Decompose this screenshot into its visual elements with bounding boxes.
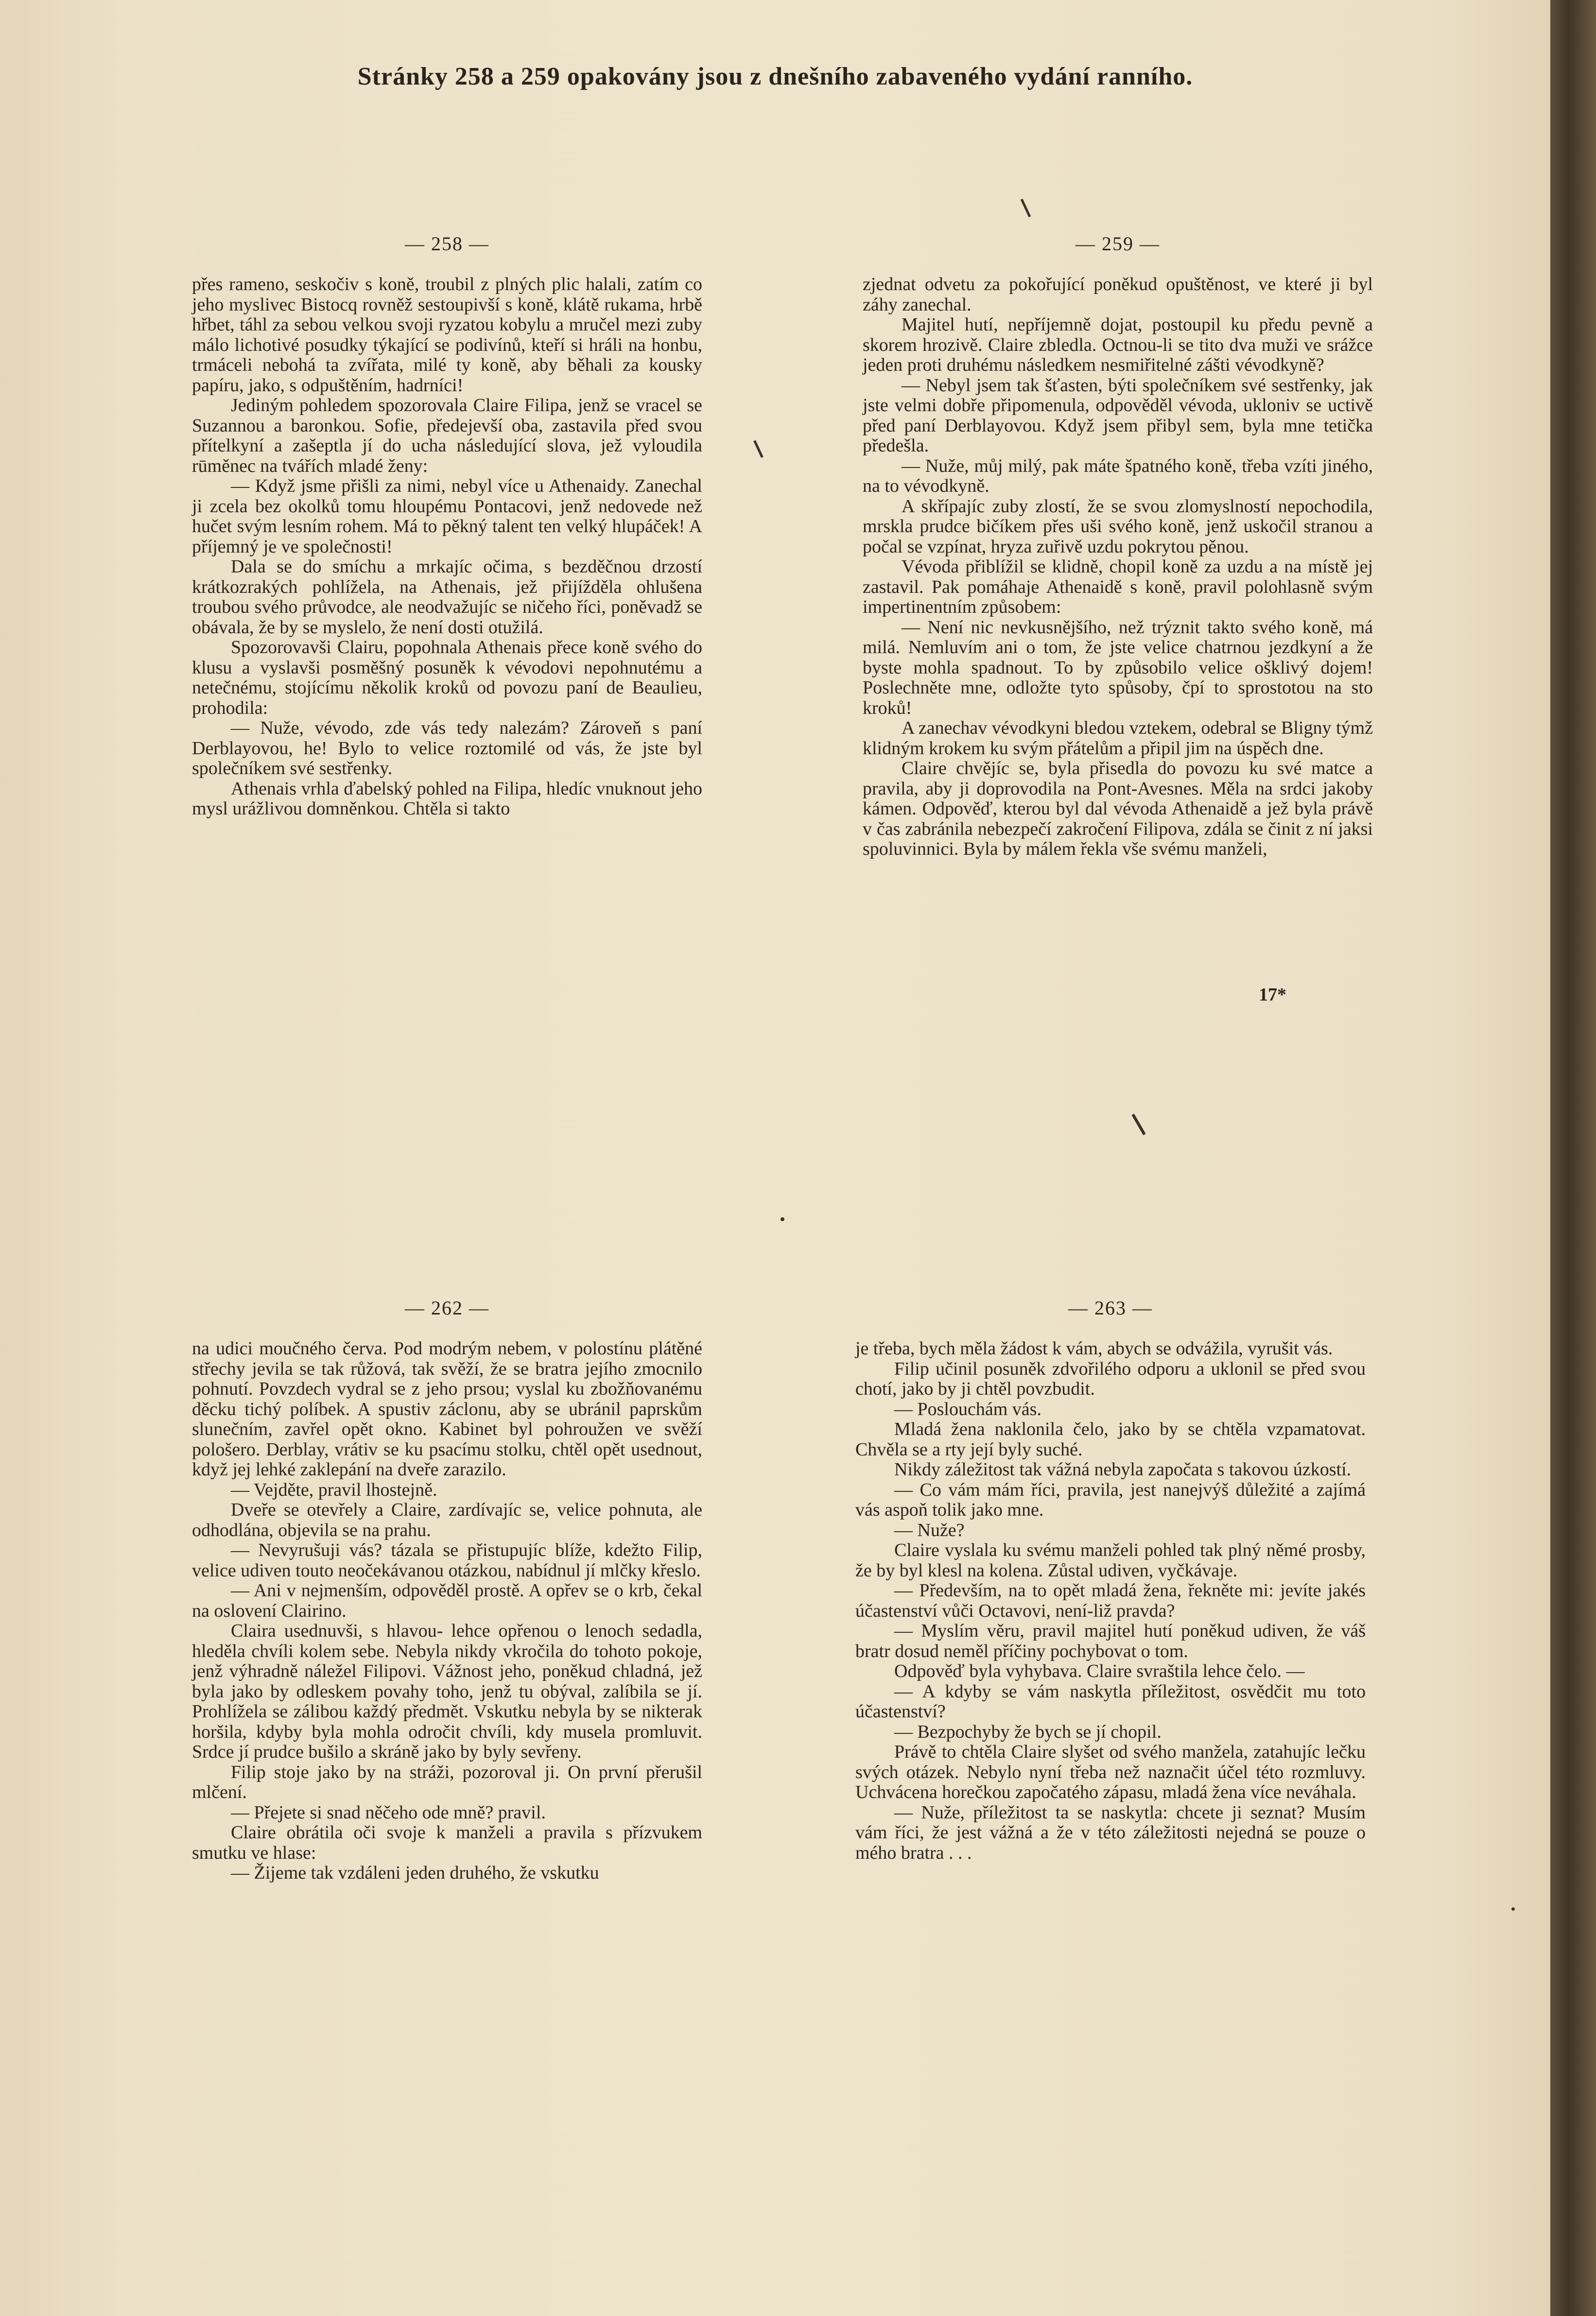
paragraph: Dveře se otevřely a Claire, zardívajíc se, velice pohnuta, ale odhodlána, objevila se na prahu.	[192, 1500, 702, 1540]
paragraph: Dala se do smíchu a mrkajíc očima, s bezděčnou drzostí krátkozrakých pohlížela, na Athenais, jež přijížděla ohlušena troubou svého průvodce, ale neodvažujíc se ničeho říci, poněvadž se obávala, že by se myslelo, že není dosti otužilá.	[192, 556, 702, 638]
paragraph: — Bezpochyby že bych se jí chopil.	[894, 1721, 1162, 1742]
paragraph: Jediným pohledem spozorovala Claire Filipa, jenž se vracel se Suzannou a baronkou. Sofie, předejevší oba, zastavila před svou přítelkyní a zašeptla jí do ucha následující slova, jež vyloudila rūměnec na tvářích mladé ženy:	[192, 395, 702, 476]
page-number-263: — 263 —	[1068, 1297, 1153, 1319]
paragraph: zjednat odvetu za pokořující poněkud opuštěnost, ve které ji byl záhy zanechal.	[863, 274, 1373, 315]
binding-edge	[1550, 0, 1596, 2316]
signature-mark: 17*	[1259, 985, 1286, 1005]
page-number-259: — 259 —	[1076, 233, 1160, 255]
paragraph: A zanechav vévodkyni bledou vztekem, odebral se Bligny týmž klidným krokem ku svým přátelům a připil jim na úspěch dne.	[863, 718, 1373, 759]
paragraph: Claire obrátila oči svoje k manželi a pravila s přízvukem smutku ve hlase:	[192, 1822, 702, 1863]
paragraph: Claire chvějíc se, byla přisedla do povozu ku své matce a pravila, aby ji doprovodila na Pont-Avesnes. Měla na srdci jakoby kámen. Odpověď, kterou byl dal vévoda Athenaidě a jež byla právě v čas zabránila nebezpečí zakročení Filipova, zdála se činit z ní jaksi spoluvinnici. Byla by málem řekla vše svému manželi,	[863, 758, 1373, 859]
paragraph: Athenais vrhla ďabelský pohled na Filipa, hledíc vnuknout jeho mysl urážlivou domněnkou. Chtěla si takto	[192, 778, 702, 819]
paragraph: — Nuže, vévodo, zde vás tedy nalezám? Zároveň s paní Derblayovou, he! Bylo to velice roztomilé od vás, že jste byl společníkem své sestřenky.	[192, 718, 702, 778]
page-number-258: — 258 —	[405, 233, 489, 255]
paragraph: — A kdyby se vám naskytla příležitost, osvědčit mu toto účastenství?	[855, 1681, 1366, 1722]
paragraph: — Není nic nevkusnějšího, než trýznit takto svého koně, má milá. Nemluvím ani o tom, že jste velice chatrnou jezdkyní a že byste mohla spadnout. To by způsobilo velice ošklivý dojem! Poslechněte mne, odložte tyto spůsoby, čpí to sprostotou na sto kroků!	[863, 617, 1373, 718]
page-262-text	[192, 1339, 702, 1884]
header-notice: Stránky 258 a 259 opakovány jsou z dnešního zabaveného vydání ranního.	[357, 63, 1193, 90]
paragraph: — Žijeme tak vzdáleni jeden druhého, že vskutku	[231, 1863, 599, 1883]
paragraph: Claira usednuvši, s hlavou- lehce opřenou o lenoch sedadla, hleděla chvíli kolem sebe. Nebyla nikdy vkročila do tohoto pokoje, jenž výhradně náležel Filipovi. Vážnost jeho, poněkud chladná, jež byla jako by odleskem povahy toho, jenž tu obýval, zalíbila se jí. Prohlížela se zálibou každý předmět. Vskutku nebyla by se nikterak horšila, kdyby byla mohla odročit chvíli, kdy musela promluvit. Srdce jí prudce bušilo a skráně jako by byly sevřeny.	[192, 1621, 702, 1762]
paragraph: — Co vám mám říci, pravila, jest nanejvýš důležité a zajímá vás aspoň tolik jako mne.	[855, 1479, 1366, 1520]
paragraph: Vévoda přiblížil se klidně, chopil koně za uzdu a na místě jej zastavil. Pak pomáhaje Athenaidě s koně, pravil polohlasně svým impertinentním způsobem:	[863, 556, 1373, 617]
paragraph: A skřípajíc zuby zlostí, že se svou zlomyslností nepochodila, mrskla prudce bičíkem přes uši svého koně, jenž uskočil stranou a počal se vzpínat, hryza zuřivě uzdu pokrytou pěnou.	[863, 496, 1373, 557]
paragraph: — Přejete si snad něčeho ode mně? pravil.	[231, 1802, 546, 1823]
paragraph: — Myslím věru, pravil majitel hutí poněkud udiven, že váš bratr dosud neměl příčiny pochybovat o tom.	[855, 1621, 1366, 1661]
page-258-text	[192, 275, 702, 819]
page-259-text	[863, 275, 1373, 860]
paragraph: Odpověď byla vyhybava. Claire svraštila lehce čelo. —	[894, 1661, 1305, 1681]
paragraph: — Nuže, můj milý, pak máte špatného koně, třeba vzíti jiného, na to vévodkyně.	[863, 455, 1373, 496]
page-263-text	[855, 1339, 1366, 1863]
paragraph: přes rameno, seskočiv s koně, troubil z plných plic halali, zatím co jeho myslivec Bistocq rovněž sestoupivší s koně, klátě rukama, hrbě hřbet, táhl za sebou velkou svoji ryzatou kobylu a mručel mezi zuby málo lichotivé posudky týkající se podivínů, kteří si hráli na honbu, trmáceli nebohá ta zvířata, milé ty koně, aby běhali za kousky papíru, jako, s odpuštěním, hadrníci!	[192, 274, 702, 396]
paragraph: Majitel hutí, nepříjemně dojat, postoupil ku předu pevně a skorem hrozivě. Claire zbledla. Octnou-li se tito dva muži ve srážce jeden proti druhému následkem nesmiřitelné zášti vévodkyně?	[863, 314, 1373, 375]
paragraph: — Poslouchám vás.	[894, 1399, 1041, 1419]
paragraph: Nikdy záležitost tak vážná nebyla započata s takovou úzkostí.	[894, 1459, 1352, 1480]
paragraph: — Především, na to opět mladá žena, řekněte mi: jevíte jakés účastenství vůči Octavovi, není-liž pravda?	[855, 1580, 1366, 1621]
paragraph: na udici moučného červa. Pod modrým nebem, v polostínu plátěné střechy jevila se tak růžová, tak svěží, že se bratra jejího zmocnilo pohnutí. Povzdech vydral se z jeho prsou; vyslal ku zbožňovanému děcku tichý políbek. A spustiv záclonu, aby se ubránil paprskům slunečním, zavřel opět okno. Kabinet byl pohroužen ve svěží pološero. Derblay, vrátiv se ku psacímu stolku, chtěl opět usednout, když jej lehké zaklepání na dveře zarazilo.	[192, 1338, 702, 1480]
paragraph: — Nuže?	[894, 1520, 965, 1540]
paragraph: Filip stoje jako by na stráži, pozoroval ji. On první přerušil mlčení.	[192, 1762, 702, 1802]
paragraph: Spozorovavši Clairu, popohnala Athenais přece koně svého do klusu a vyslavši posměšný posuněk k vévodovi nepohnutému a netečnému, stojícímu několik kroků od povozu paní de Beaulieu, prohodila:	[192, 637, 702, 718]
stray-mark	[1511, 1907, 1515, 1911]
paragraph: — Ani v nejmenším, odpověděl prostě. A opřev se o krb, čekal na oslovení Clairino.	[192, 1580, 702, 1621]
paragraph: — Nevyrušuji vás? tázala se přistupujíc blíže, kdežto Filip, velice udiven touto neočekávanou otázkou, nabídnul jí mlčky křeslo.	[192, 1540, 702, 1581]
paragraph: — Když jsme přišli za nimi, nebyl více u Athenaidy. Zanechal ji zcela bez okolků tomu hloupému Pontacovi, jenž nedovede než hučet svým lesním rohem. Má to pěkný talent ten velký hlupáček! A příjemný je ve společnosti!	[192, 476, 702, 557]
page-number-262: — 262 —	[405, 1297, 489, 1319]
paragraph: Filip učinil posuněk zdvořilého odporu a uklonil se před svou chotí, jako by ji chtěl povzbudit.	[855, 1358, 1366, 1399]
paragraph: — Vejděte, pravil lhostejně.	[231, 1479, 437, 1500]
paragraph: Claire vyslala ku svému manželi pohled tak plný němé prosby, že by byl klesl na kolena. Zůstal udiven, vyčkávaje.	[855, 1540, 1366, 1581]
paragraph: — Nuže, příležitost ta se naskytla: chcete ji seznat? Musím vám říci, že jest vážná a že v této záležitosti nejedná se pouze o mého bratra . . .	[855, 1802, 1366, 1863]
paragraph: — Nebyl jsem tak šťasten, býti společníkem své sestřenky, jak jste velmi dobře připomenula, odpověděl vévoda, ukloniv se uctivě před paní Derblayovou. Když jsem přibyl sem, byla mne tetička předešla.	[863, 375, 1373, 456]
paragraph: Právě to chtěla Claire slyšet od svého manžela, zatahujíc lečku svých otázek. Nebylo nyní třeba než naznačit účel této rozmluvy. Uchvácena horečkou započatého zápasu, mladá žena více neváhala.	[855, 1742, 1366, 1802]
paragraph: je třeba, bych měla žádost k vám, abych se odvážila, vyrušit vás.	[855, 1338, 1333, 1359]
paragraph: Mladá žena naklonila čelo, jako by se chtěla vzpamatovat. Chvěla se a rty její byly suché.	[855, 1419, 1366, 1460]
stray-mark	[781, 1217, 784, 1221]
